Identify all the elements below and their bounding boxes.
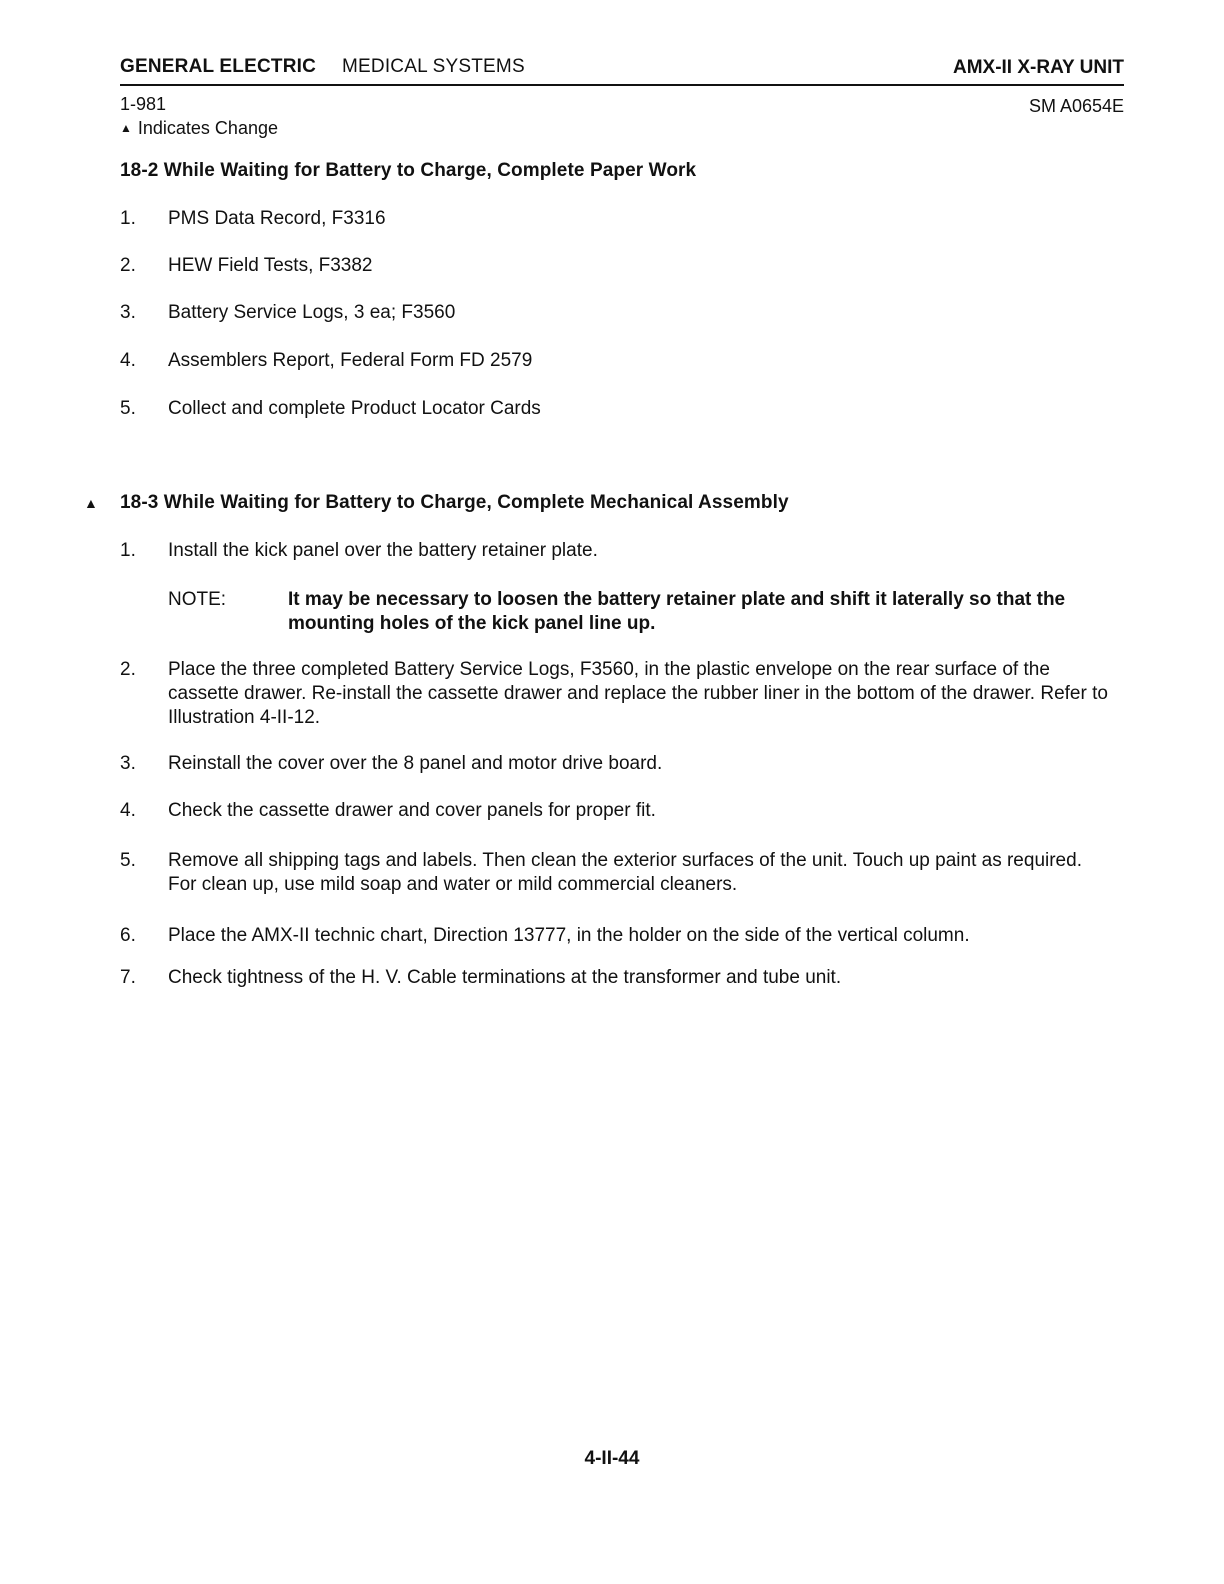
company-name: GENERAL ELECTRIC — [120, 56, 317, 77]
item-text: Check the cassette drawer and cover panels for proper fit. — [168, 800, 656, 821]
item-text: Check tightness of the H. V. Cable terminations at the transformer and tube unit. — [168, 967, 842, 988]
item-text: Place the AMX-II technic chart, Direction 13777, in the holder on the side of the vertical column. — [168, 925, 970, 946]
revision-date: 1-981 — [120, 94, 167, 114]
item-number: 3. — [120, 753, 136, 774]
note-label: NOTE: — [168, 589, 227, 610]
item-number: 1. — [120, 540, 136, 561]
change-triangle-icon: ▲ — [120, 121, 132, 135]
item-text: Collect and complete Product Locator Cards — [168, 398, 541, 419]
item-text: Remove all shipping tags and labels. Then clean the exterior surfaces of the unit. Touch up paint as required. For clean up, use mild soap and water or mild commercial cleaners. — [168, 850, 1082, 895]
item-text: Place the three completed Battery Service Logs, F3560, in the plastic envelope on the rear surface of the cassette drawer. Re-install the cassette drawer and replace the rubber liner in the bottom of the drawer. Refer to Illustration 4-II-12. — [168, 659, 1108, 728]
page-number: 4-II-44 — [584, 1448, 640, 1469]
product-name: AMX-II X-RAY UNIT — [952, 57, 1124, 78]
item-number: 4. — [120, 350, 136, 371]
section-18-3-title: 18-3 While Waiting for Battery to Charge, Complete Mechanical Assembly — [120, 492, 789, 513]
item-number: 5. — [120, 398, 136, 419]
change-marker-icon: ▲ — [84, 495, 98, 511]
page-header — [120, 56, 1124, 86]
item-text: PMS Data Record, F3316 — [168, 208, 386, 229]
item-text: Reinstall the cover over the 8 panel and motor drive board. — [168, 753, 663, 774]
document-number: SM A0654E — [1028, 96, 1124, 116]
item-number: 4. — [120, 800, 136, 821]
item-number: 2. — [120, 255, 136, 276]
item-number: 5. — [120, 850, 136, 871]
change-legend — [120, 118, 278, 139]
item-number: 3. — [120, 302, 136, 323]
item-text: Install the kick panel over the battery retainer plate. — [168, 540, 598, 561]
item-number: 1. — [120, 208, 136, 229]
note-text: It may be necessary to loosen the battery retainer plate and shift it laterally so that the mounting holes of the kick panel line up. — [288, 589, 1066, 634]
division-name: MEDICAL SYSTEMS — [342, 56, 525, 77]
item-number: 6. — [120, 925, 136, 946]
section-18-2-title: 18-2 While Waiting for Battery to Charge, Complete Paper Work — [120, 160, 697, 181]
item-number: 2. — [120, 659, 136, 680]
change-legend-text: Indicates Change — [137, 118, 278, 138]
item-number: 7. — [120, 967, 136, 988]
item-text: HEW Field Tests, F3382 — [168, 255, 373, 276]
item-text: Battery Service Logs, 3 ea; F3560 — [168, 302, 456, 323]
item-text: Assemblers Report, Federal Form FD 2579 — [168, 350, 533, 371]
